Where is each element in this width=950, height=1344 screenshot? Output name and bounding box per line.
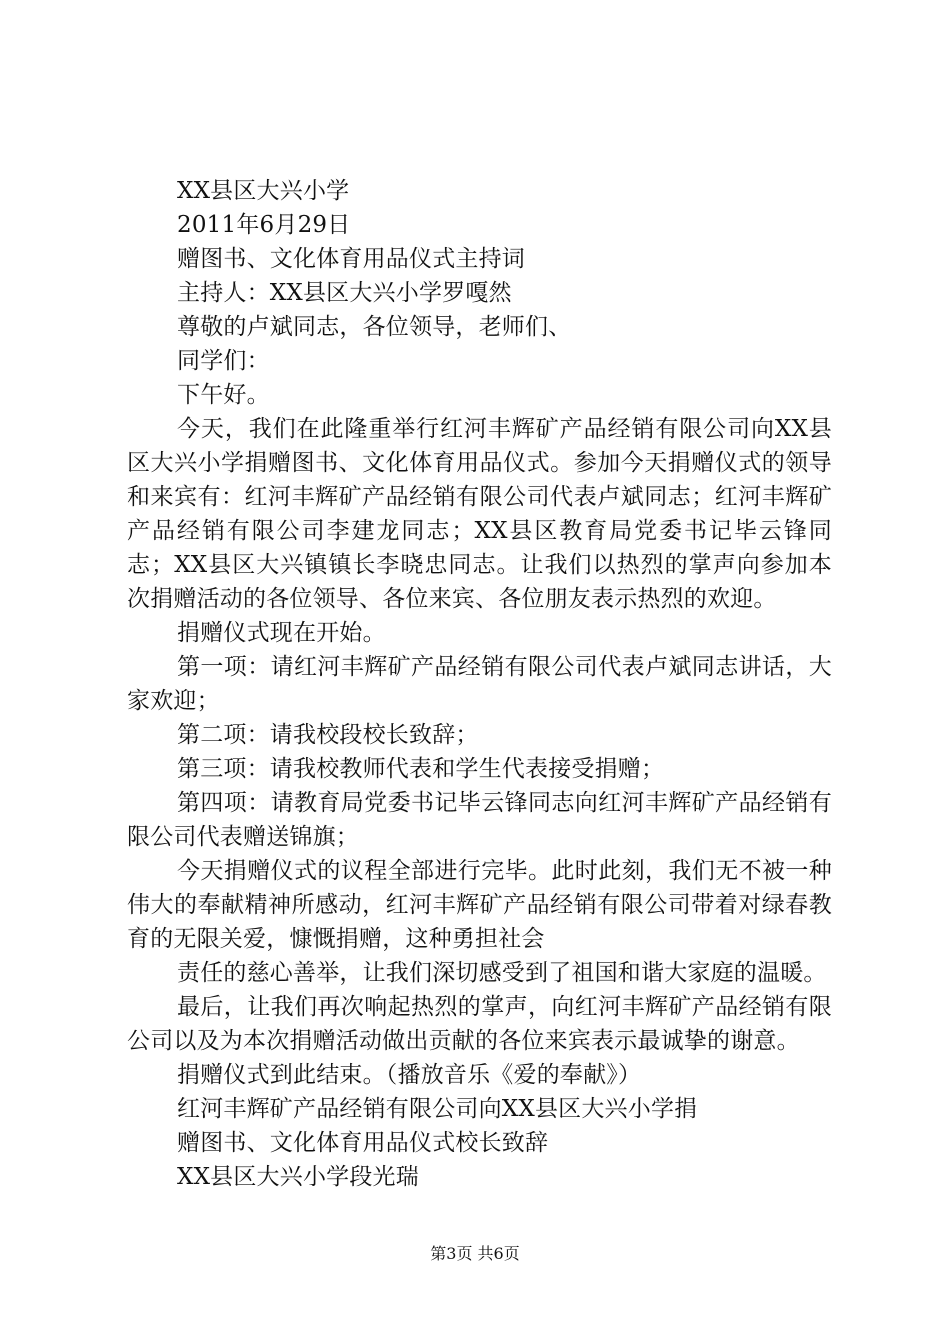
paragraph-closing-2: 责任的慈心善举，让我们深切感受到了祖国和谐大家庭的温暖。 [177,960,827,986]
salutation-line-2: 同学们： [177,348,270,374]
host-line: 主持人：XX县区大兴小学罗嘎然 [177,280,512,306]
school-name-line: XX县区大兴小学 [177,178,350,204]
greeting-line: 下午好。 [177,382,270,408]
paragraph-start: 捐赠仪式现在开始。 [177,620,386,646]
agenda-item-2: 第二项：请我校段校长致辞； [177,722,479,748]
next-title-line-1: 红河丰辉矿产品经销有限公司向XX县区大兴小学捐 [177,1096,698,1122]
agenda-item-1: 第一项：请红河丰辉矿产品经销有限公司代表卢斌同志讲话，大家欢迎； [127,654,832,714]
speaker-line: XX县区大兴小学段光瑞 [177,1164,419,1190]
page-number-footer: 第3页 共6页 [430,1244,520,1263]
next-title-line-2: 赠图书、文化体育用品仪式校长致辞 [177,1130,549,1156]
document-title: 赠图书、文化体育用品仪式主持词 [177,246,525,272]
paragraph-thanks: 最后，让我们再次响起热烈的掌声，向红河丰辉矿产品经销有限公司以及为本次捐赠活动做出贡献的各位来宾表示最诚挚的谢意。 [127,994,832,1054]
agenda-item-4: 第四项：请教育局党委书记毕云锋同志向红河丰辉矿产品经销有限公司代表赠送锦旗； [127,790,832,850]
document-body [127,174,832,1194]
salutation-line-1: 尊敬的卢斌同志，各位领导，老师们、 [177,314,572,340]
paragraph-closing-1: 今天捐赠仪式的议程全部进行完毕。此时此刻，我们无不被一种伟大的奉献精神所感动，红河丰辉矿产品经销有限公司带着对绿春教育的无限关爱，慷慨捐赠，这种勇担社会 [127,858,832,952]
paragraph-end: 捐赠仪式到此结束。（播放音乐《爱的奉献》） [177,1062,642,1088]
paragraph-intro: 今天，我们在此隆重举行红河丰辉矿产品经销有限公司向XX县区大兴小学捐赠图书、文化体育用品仪式。参加今天捐赠仪式的领导和来宾有：红河丰辉矿产品经销有限公司代表卢斌同志；红河丰辉矿产品经销有限公司李建龙同志；XX县区教育局党委书记毕云锋同志；XX县区大兴镇镇长李晓忠同志。让我们以热烈的掌声向参加本次捐赠活动的各位领导、各位来宾、各位朋友表示热烈的欢迎。 [127,416,832,612]
date-line: 2011年6月29日 [177,212,351,238]
agenda-item-3: 第三项：请我校教师代表和学生代表接受捐赠； [177,756,665,782]
